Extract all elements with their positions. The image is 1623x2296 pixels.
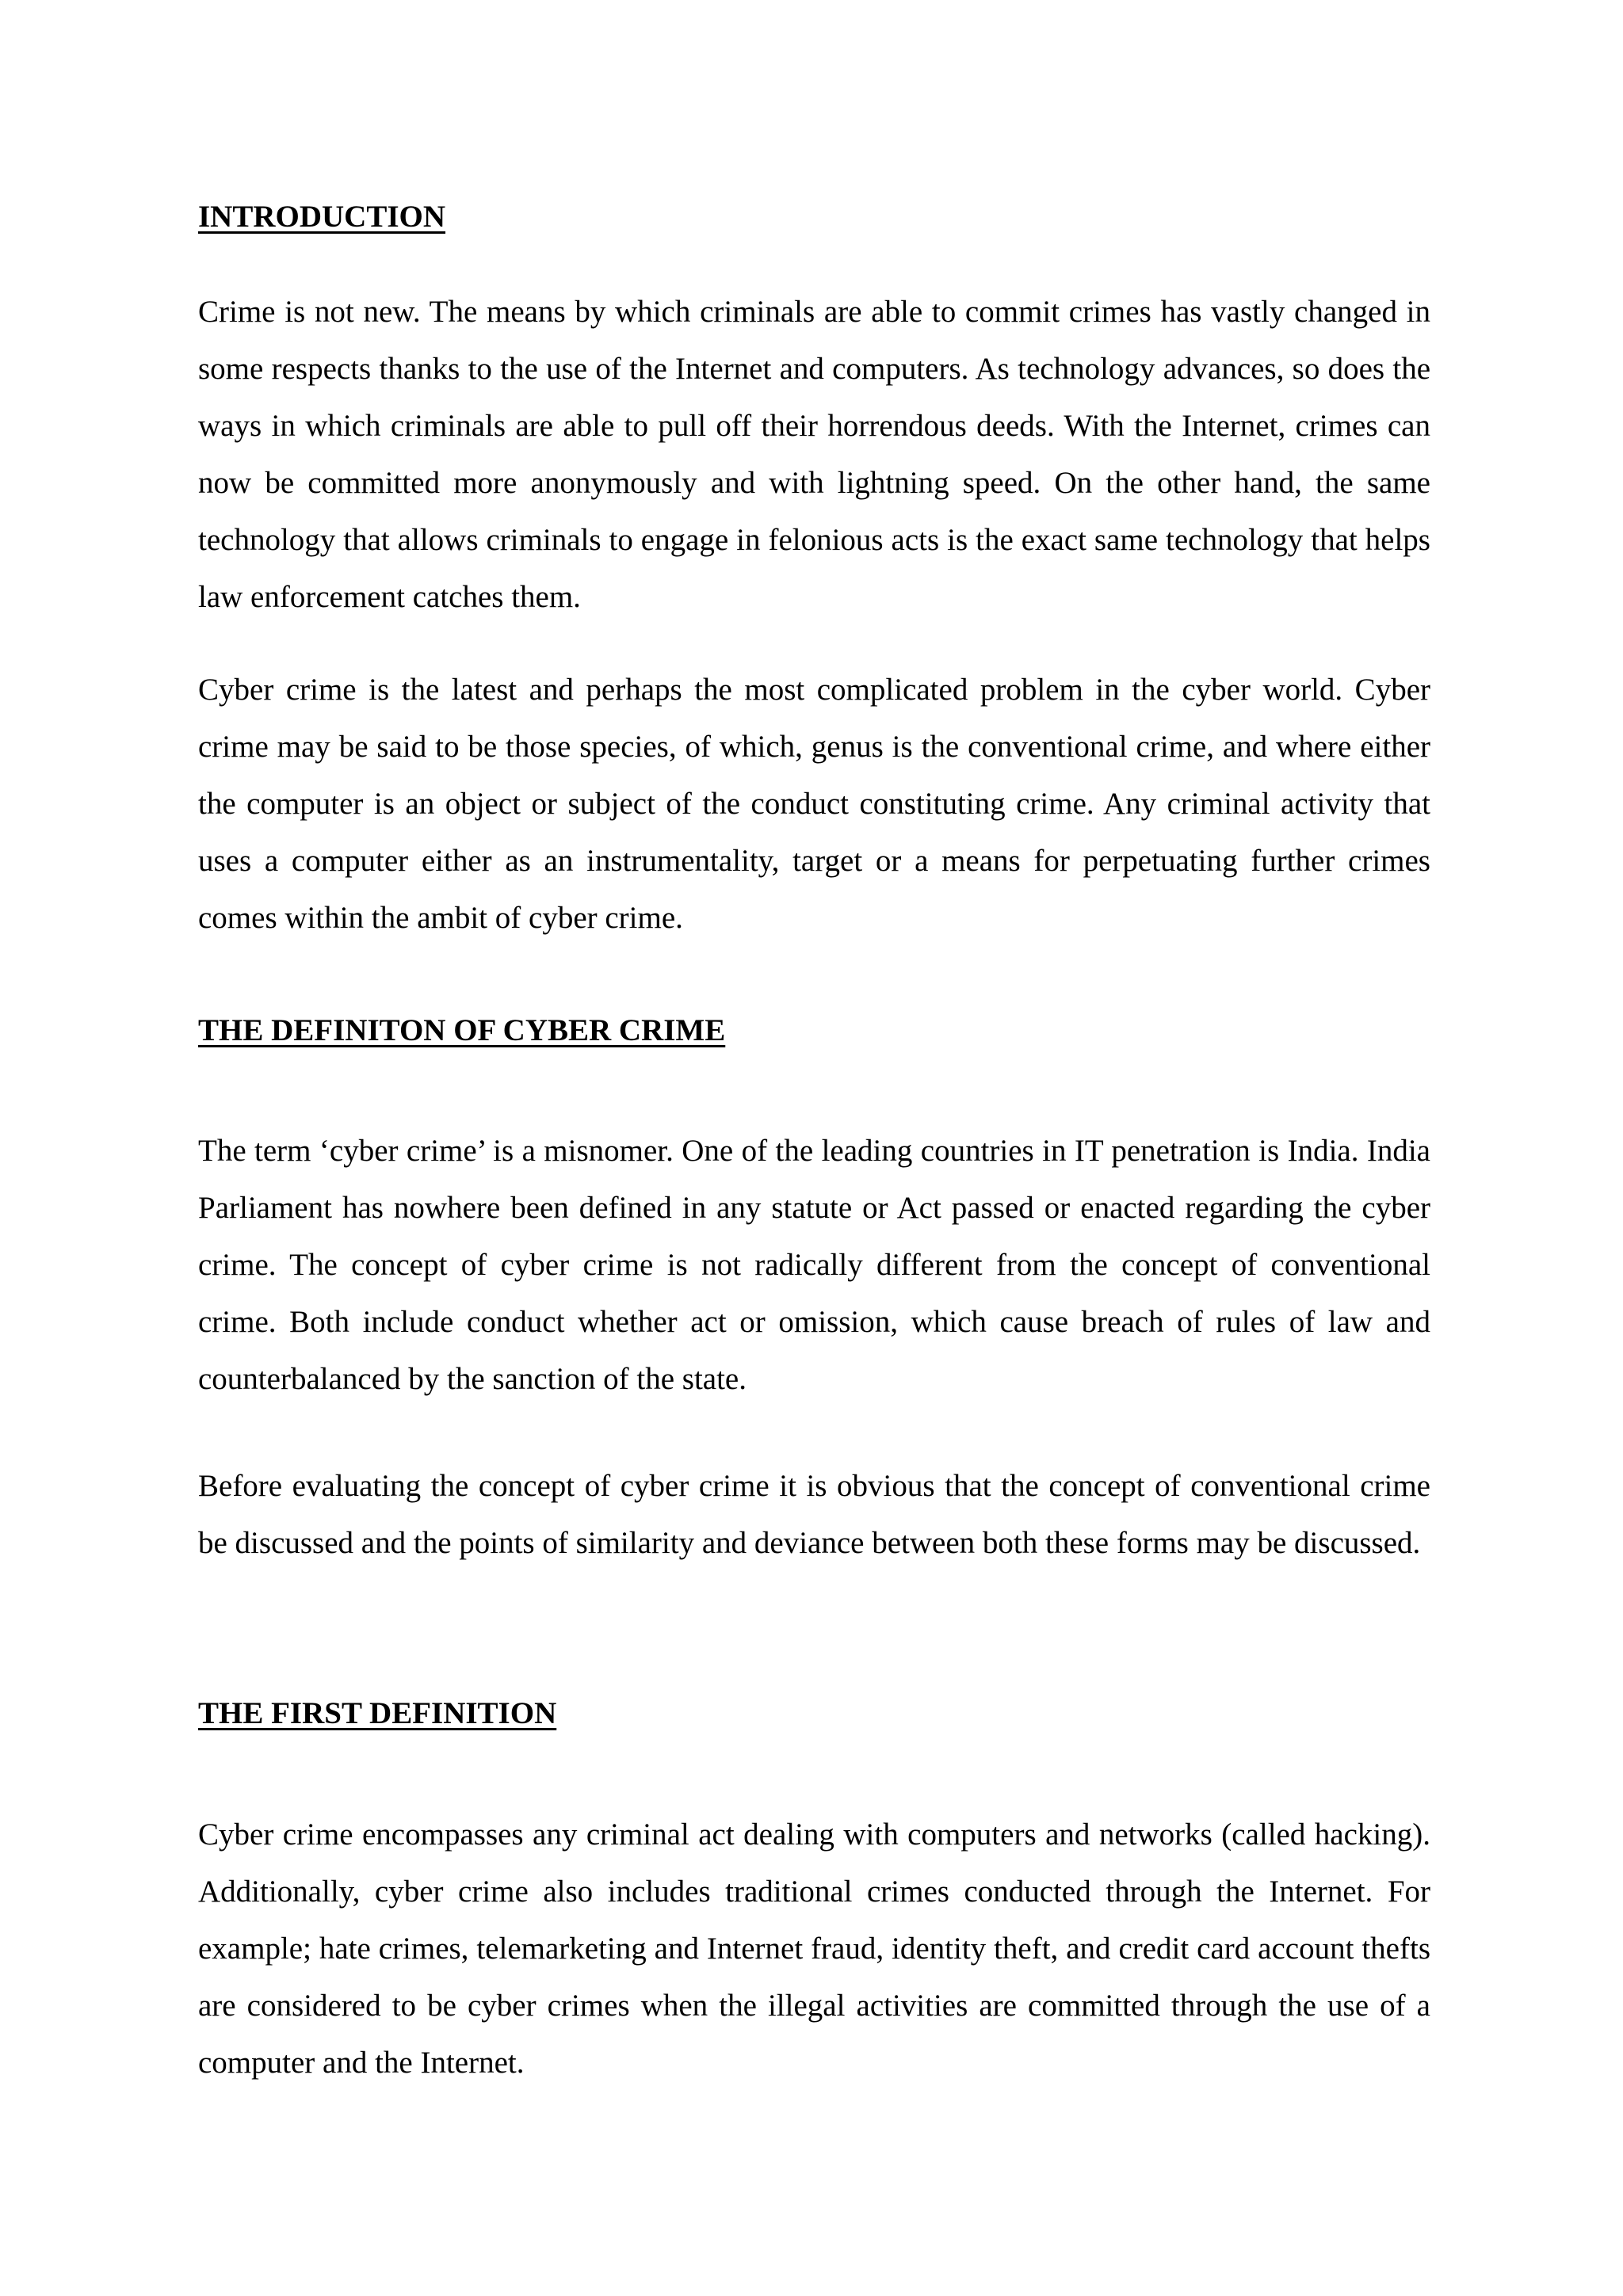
paragraph-intro-1: Crime is not new. The means by which criminals are able to commit crimes has vastly changed in some respects thanks to the use of the Internet and computers. As technology advances, so does the ways in which criminals are able to pull off their horrendous deeds. With the Internet, crimes can now be committed more anonymously and with lightning speed. On the other hand, the same technology that allows criminals to engage in felonious acts is the exact same technology that helps law enforcement catches them. — [198, 295, 1430, 614]
paragraph-definition-1: The term ‘cyber crime’ is a misnomer. One of the leading countries in IT penetration is India. India Parliament has nowhere been defined in any statute or Act passed or enacted regarding the cyber crime. The concept of cyber crime is not radically different from the concept of conventional crime. Both include conduct whether act or omission, which cause breach of rules of law and counterbalanced by the sanction of the state. — [198, 1134, 1430, 1396]
heading-introduction: INTRODUCTION — [198, 200, 446, 234]
heading-definition-of-cyber-crime: THE DEFINITON OF CYBER CRIME — [198, 1013, 726, 1047]
heading-first-definition: THE FIRST DEFINITION — [198, 1696, 557, 1730]
paragraph-first-definition-1: Cyber crime encompasses any criminal act dealing with computers and networks (called hacking). Additionally, cyber crime also includes traditional crimes conducted through the Internet. For example; hate crimes, telemarketing and Internet fraud, identity theft, and credit card account thefts are considered to be cyber crimes when the illegal activities are committed through the use of a computer and the Internet. — [198, 1817, 1430, 2080]
paragraph-definition-2: Before evaluating the concept of cyber crime it is obvious that the concept of conventional crime be discussed and the points of similarity and deviance between both these forms may be discussed. — [198, 1469, 1430, 1560]
paragraph-intro-2: Cyber crime is the latest and perhaps the most complicated problem in the cyber world. Cyber crime may be said to be those species, of which, genus is the conventional crime, and where either the computer is an object or subject of the conduct constituting crime. Any criminal activity that uses a computer either as an instrumentality, target or a means for perpetuating further crimes comes within the ambit of cyber crime. — [198, 673, 1430, 935]
